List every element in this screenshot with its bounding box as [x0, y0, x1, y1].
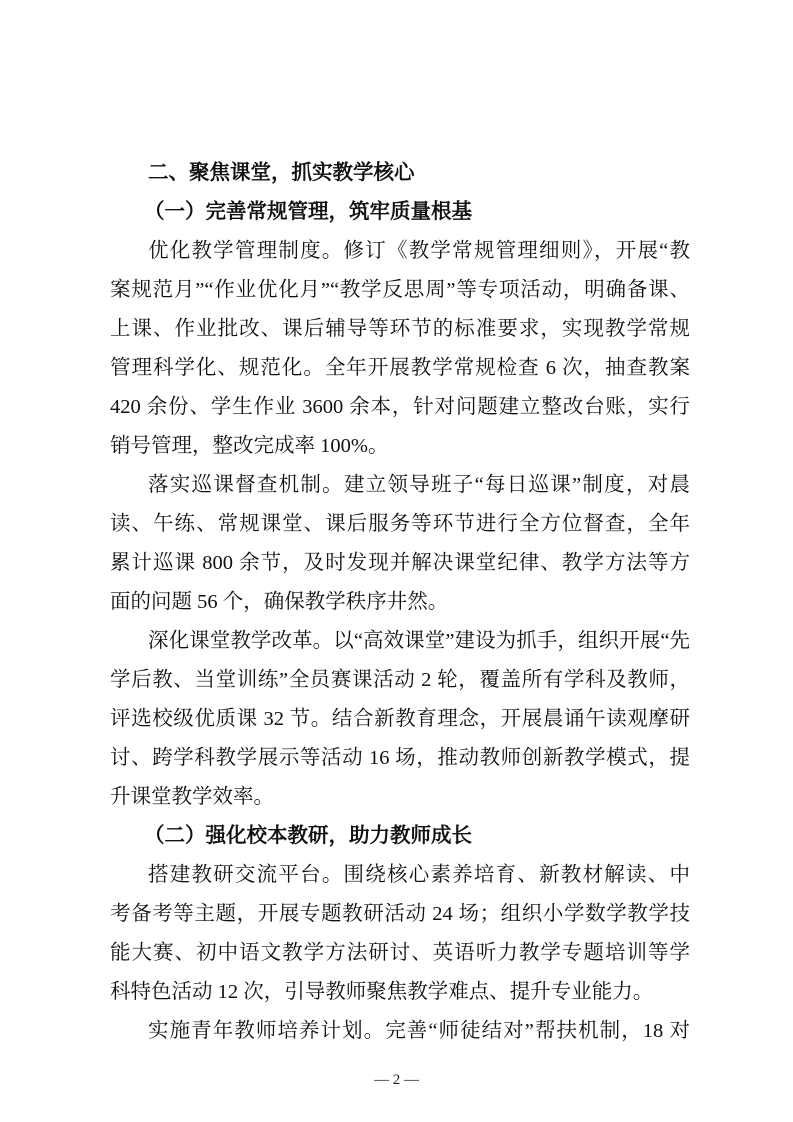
paragraph-line: 面的问题 56 个，确保教学秩序井然。 [110, 591, 449, 613]
paragraph-line: 深化课堂教学改革。以“高效课堂”建设为抓手，组织开展“先 [148, 630, 690, 652]
paragraph-line: 学后教、当堂训练”全员赛课活动 2 轮，覆盖所有学科及教师， [110, 669, 690, 691]
paragraph [110, 856, 690, 1012]
paragraph-line: 实施青年教师培养计划。完善“师徒结对”帮扶机制，18 对 [148, 1020, 690, 1042]
paragraph-line: 考备考等主题，开展专题教研活动 24 场；组织小学数学教学技 [110, 903, 690, 925]
paragraph-line: 讨、跨学科教学展示等活动 16 场，推动教师创新教学模式，提 [110, 747, 690, 769]
paragraph-line: 上课、作业批改、课后辅导等环节的标准要求，实现教学常规 [110, 318, 690, 340]
subsection-heading: （一）完善常规管理，筑牢质量根基 [144, 201, 472, 223]
document-body [110, 154, 690, 1051]
paragraph-line: 搭建教研交流平台。围绕核心素养培育、新教材解读、中 [148, 864, 690, 886]
subsection-heading: （二）强化校本教研，助力教师成长 [144, 825, 472, 847]
section-heading: 二、聚焦课堂，抓实教学核心 [148, 162, 415, 184]
paragraph-line: 科特色活动 12 次，引导教师聚焦教学难点、提升专业能力。 [110, 981, 654, 1003]
paragraph [110, 622, 690, 817]
page-number: — 2 — [374, 1072, 419, 1088]
paragraph [110, 1012, 690, 1051]
paragraph-line: 管理科学化、规范化。全年开展教学常规检查 6 次，抽查教案 [110, 357, 690, 379]
paragraph-line: 评选校级优质课 32 节。结合新教育理念，开展晨诵午读观摩研 [110, 708, 690, 730]
paragraph-line: 销号管理，整改完成率 100%。 [110, 435, 389, 457]
paragraph-line: 落实巡课督查机制。建立领导班子“每日巡课”制度，对晨 [148, 474, 690, 496]
paragraph-line: 累计巡课 800 余节，及时发现并解决课堂纪律、教学方法等方 [110, 552, 690, 574]
paragraph [110, 232, 690, 466]
paragraph-line: 案规范月”“作业优化月”“教学反思周”等专项活动，明确备课、 [110, 279, 690, 301]
paragraph-line: 420 余份、学生作业 3600 余本，针对问题建立整改台账，实行 [110, 396, 690, 418]
paragraph-line: 优化教学管理制度。修订《教学常规管理细则》，开展“教 [148, 240, 690, 262]
paragraph-line: 升课堂教学效率。 [110, 786, 274, 808]
paragraph [110, 466, 690, 622]
paragraph-line: 能大赛、初中语文教学方法研讨、英语听力教学专题培训等学 [110, 942, 690, 964]
paragraph-line: 读、午练、常规课堂、课后服务等环节进行全方位督查，全年 [110, 513, 690, 535]
